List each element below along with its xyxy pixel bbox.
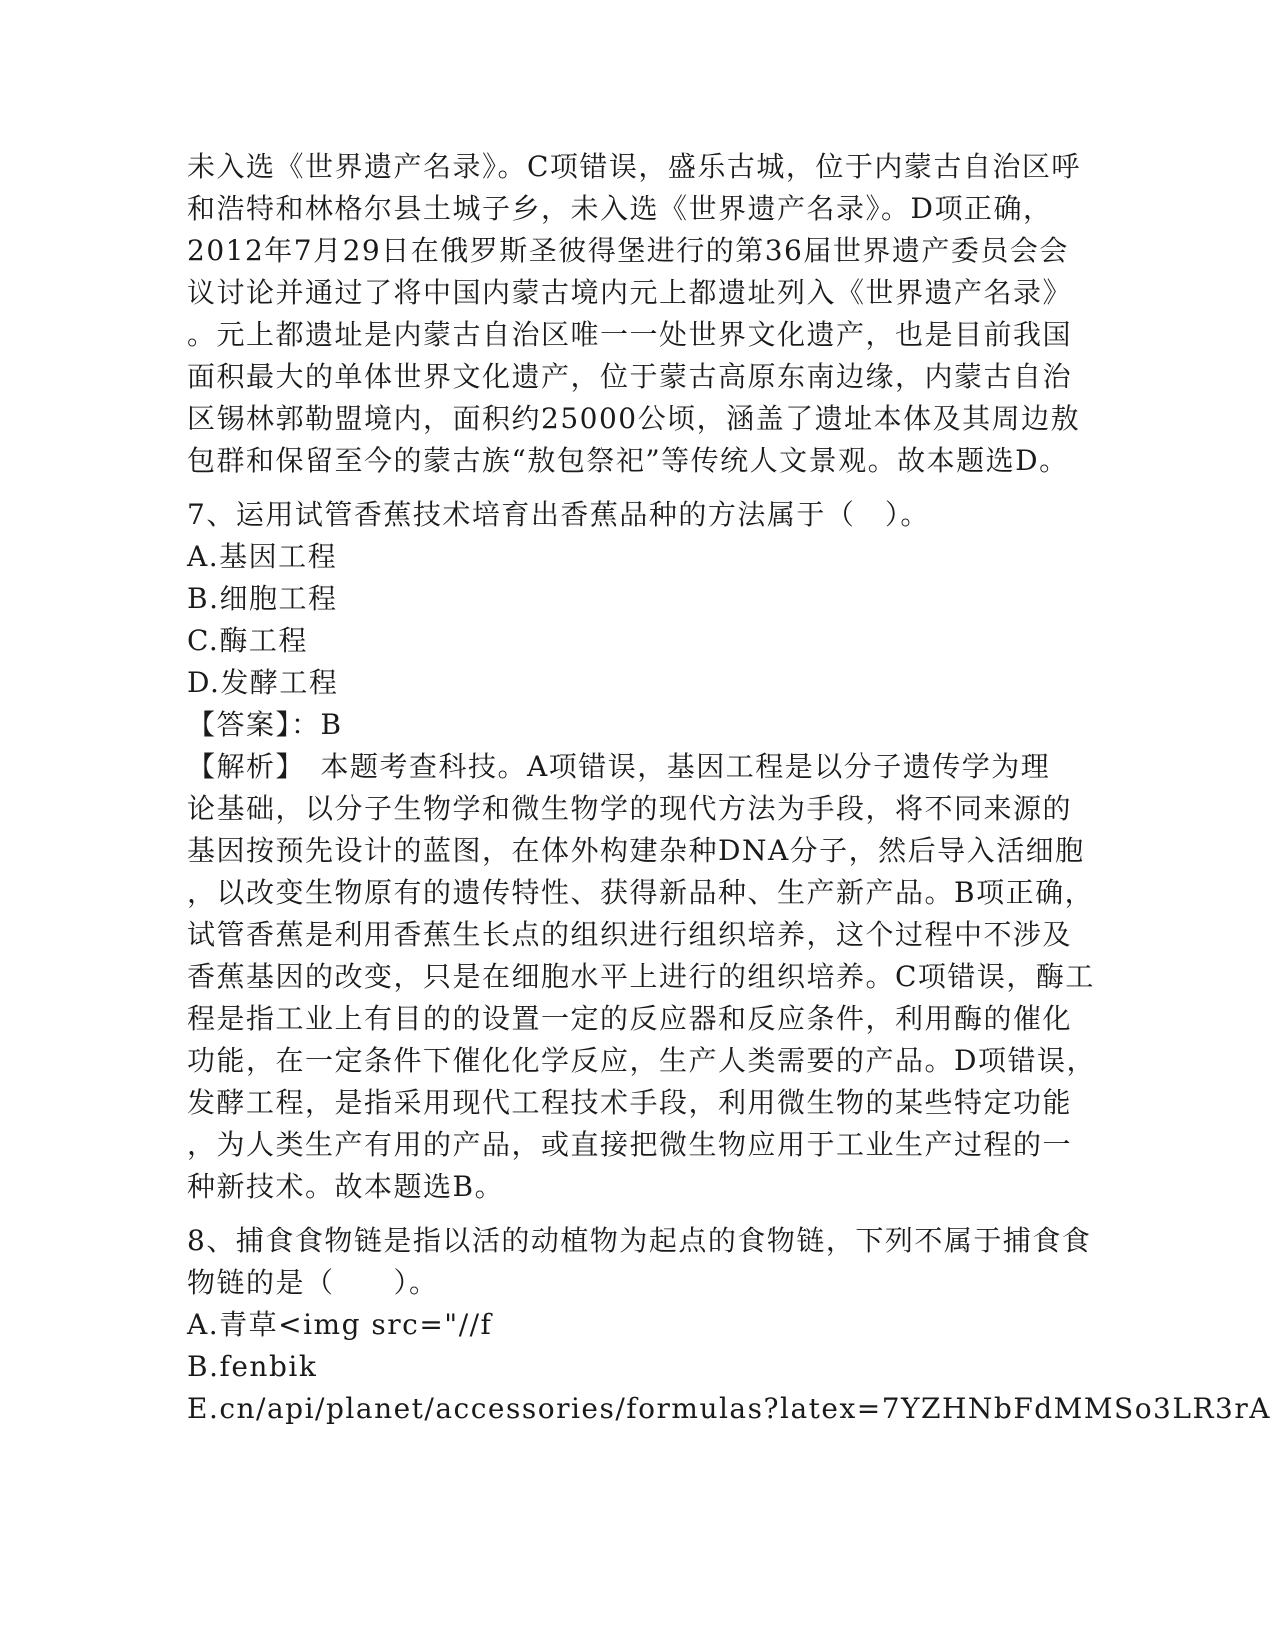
analysis-line: 论基础，以分子生物学和微生物学的现代方法为手段，将不同来源的 (187, 792, 1073, 825)
analysis-line: 发酵工程，是指采用现代工程技术手段，利用微生物的某些特定功能 (187, 1086, 1073, 1119)
question-stem: 7、运用试管香蕉技术培育出香蕉品种的方法属于（ ）。 (187, 498, 930, 531)
analysis-line: ，为人类生产有用的产品，或直接把微生物应用于工业生产过程的一 (187, 1128, 1073, 1161)
text-line: 。元上都遗址是内蒙古自治区唯一一处世界文化遗产，也是目前我国 (187, 318, 1073, 351)
analysis-line: ，以改变生物原有的遗传特性、获得新品种、生产新产品。B项正确， (187, 876, 1095, 909)
text-line: 2012年7月29日在俄罗斯圣彼得堡进行的第36届世界遗产委员会会 (187, 234, 1069, 267)
analysis-line: 程是指工业上有目的的设置一定的反应器和反应条件，利用酶的催化 (187, 1002, 1073, 1035)
answer-line: 【答案】：B (187, 708, 343, 741)
option-b: B.细胞工程 (187, 582, 338, 615)
option-a: A.青草<img src="//f (187, 1308, 493, 1341)
previous-explanation (187, 146, 1087, 482)
option-c: C.酶工程 (187, 624, 308, 657)
question-7 (187, 494, 1096, 1208)
text-line: 包群和保留至今的蒙古族“敖包祭祀”等传统人文景观。故本题选D。 (187, 444, 1069, 477)
question-stem: 8、捕食食物链是指以活的动植物为起点的食物链，下列不属于捕食食 (187, 1224, 1092, 1257)
text-line: 未入选《世界遗产名录》。C项错误，盛乐古城，位于内蒙古自治区呼 (187, 150, 1081, 183)
spacer (187, 1208, 1087, 1220)
text-line: 议讨论并通过了将中国内蒙古境内元上都遗址列入《世界遗产名录》 (187, 276, 1073, 309)
analysis-line: 【解析】 本题考查科技。A项错误，基因工程是以分子遗传学为理 (187, 750, 1051, 783)
option-b: B.fenbik (187, 1350, 318, 1383)
page-content (187, 146, 1271, 1430)
analysis-line: 种新技术。故本题选B。 (187, 1170, 505, 1203)
option-d: D.发酵工程 (187, 666, 339, 699)
text-line: 区锡林郭勒盟境内，面积约25000公顷，涵盖了遗址本体及其周边敖 (187, 402, 1081, 435)
analysis-line: 功能，在一定条件下催化化学反应，生产人类需要的产品。D项错误， (187, 1044, 1096, 1077)
analysis-line: 基因按预先设计的蓝图，在体外构建杂种DNA分子，然后导入活细胞 (187, 834, 1085, 867)
text-line: 面积最大的单体世界文化遗产，位于蒙古高原东南边缘，内蒙古自治 (187, 360, 1073, 393)
option-e: E.cn/api/planet/accessories/formulas?latex=7YZHNbFdMMSo3LR3rA (187, 1392, 1271, 1425)
option-a: A.基因工程 (187, 540, 338, 573)
analysis-line: 香蕉基因的改变，只是在细胞水平上进行的组织培养。C项错误，酶工 (187, 960, 1095, 993)
question-8 (187, 1220, 1271, 1430)
analysis-line: 试管香蕉是利用香蕉生长点的组织进行组织培养，这个过程中不涉及 (187, 918, 1073, 951)
spacer (187, 482, 1087, 494)
question-stem: 物链的是（ ）。 (187, 1266, 439, 1299)
text-line: 和浩特和林格尔县土城子乡，未入选《世界遗产名录》。D项正确， (187, 192, 1053, 225)
